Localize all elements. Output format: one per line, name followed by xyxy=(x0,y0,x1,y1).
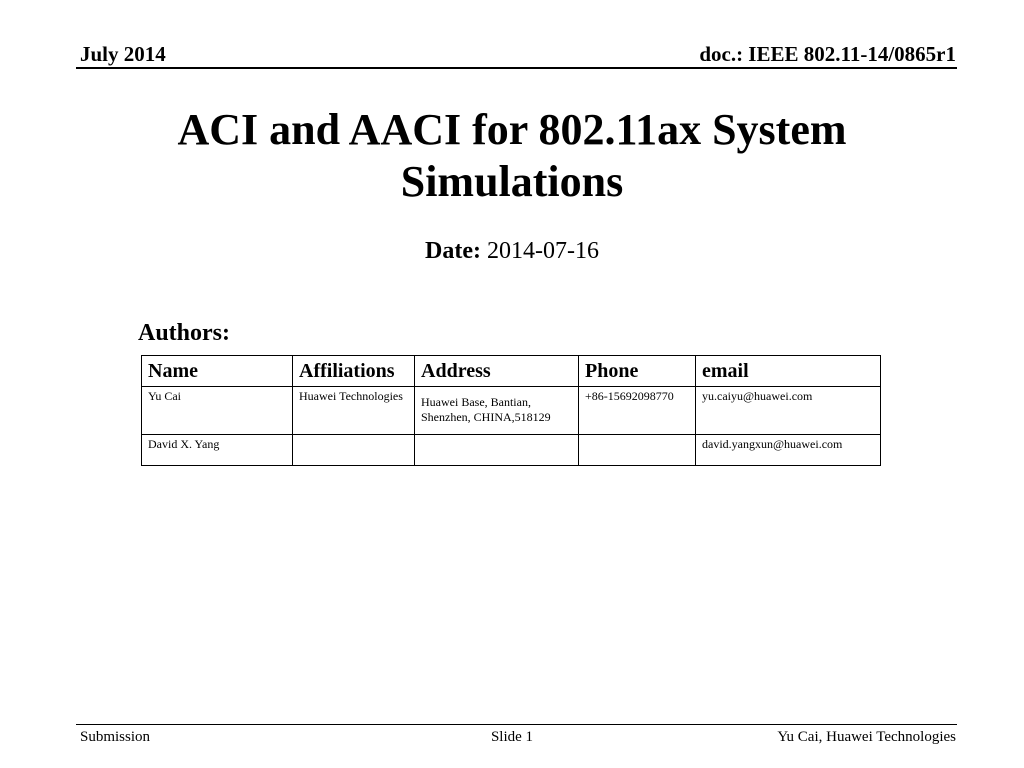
author-phone: +86-15692098770 xyxy=(579,387,696,435)
author-phone xyxy=(579,435,696,466)
column-header-name: Name xyxy=(142,356,293,387)
author-address: Huawei Base, Bantian, Shenzhen, CHINA,518129 xyxy=(415,387,579,435)
header-date: July 2014 xyxy=(80,42,166,66)
footer-slide-number: Slide 1 xyxy=(490,729,534,745)
authors-table xyxy=(141,355,881,466)
column-header-address: Address xyxy=(415,356,579,387)
slide-title: ACI and AACI for 802.11ax System Simulations xyxy=(177,105,847,206)
column-header-affiliations: Affiliations xyxy=(293,356,415,387)
author-affiliation: Huawei Technologies xyxy=(293,387,415,435)
footer-author: Yu Cai, Huawei Technologies xyxy=(777,729,956,745)
column-header-phone: Phone xyxy=(579,356,696,387)
author-name: David X. Yang xyxy=(142,435,293,466)
table-row xyxy=(142,387,881,435)
header-divider xyxy=(76,67,957,69)
author-affiliation xyxy=(293,435,415,466)
footer-submission: Submission xyxy=(80,729,151,745)
column-header-email: email xyxy=(696,356,881,387)
author-email: david.yangxun@huawei.com xyxy=(696,435,881,466)
authors-heading: Authors: xyxy=(138,320,231,346)
table-header-row xyxy=(142,356,881,387)
footer-divider xyxy=(76,724,957,725)
author-email: yu.caiyu@huawei.com xyxy=(696,387,881,435)
author-address xyxy=(415,435,579,466)
author-name: Yu Cai xyxy=(142,387,293,435)
date-label: Date: xyxy=(425,238,481,264)
slide-date xyxy=(80,236,944,266)
table-row xyxy=(142,435,881,466)
header-doc-id: doc.: IEEE 802.11-14/0865r1 xyxy=(699,42,956,66)
date-value: 2014-07-16 xyxy=(486,238,599,264)
